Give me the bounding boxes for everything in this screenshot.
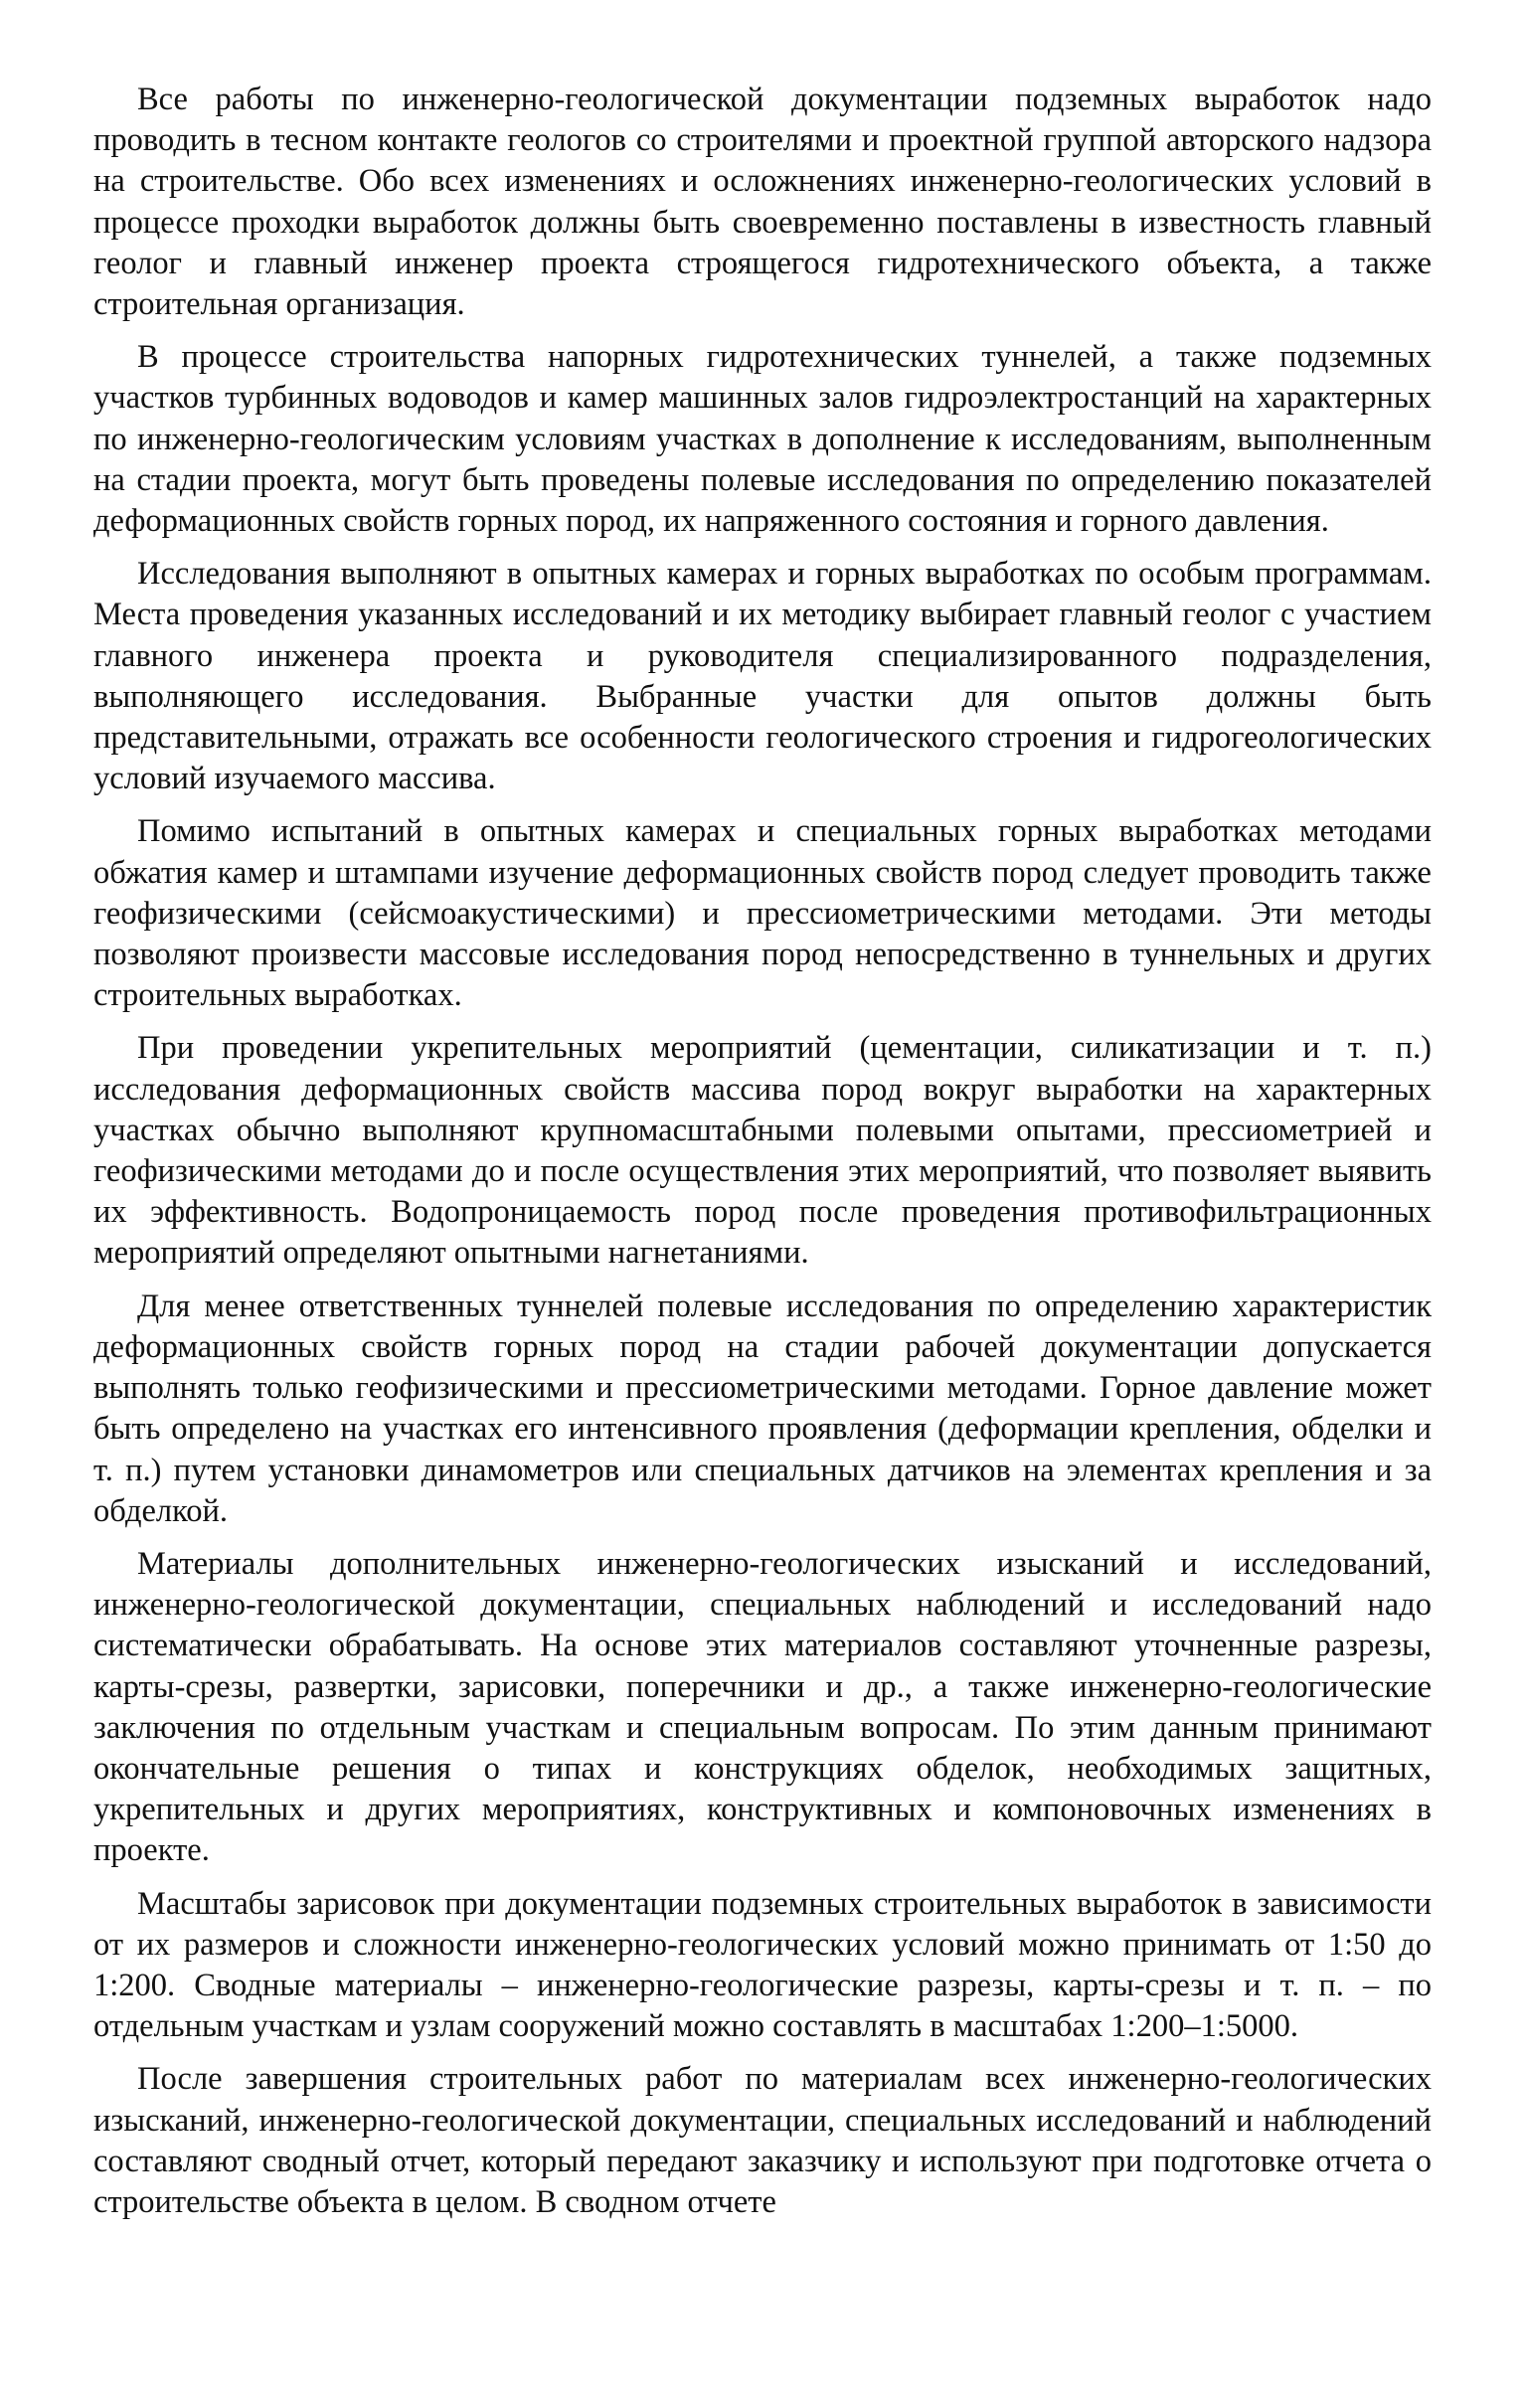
paragraph-5: При проведении укрепительных мероприятий (цементации, силикатизации и т. п.) исследования деформационных свойств массива пород вокруг выработки на характерных участках обычно выполняют крупномасштабными полевыми опытами, прессиометрией и геофизическими методами до и после осуществления этих мероприятий, что позволяет выявить их эффективность. Водопроницаемость пород после проведения противофильтрационных мероприятий определяют опытными нагнетаниями. [93,1030,1432,1272]
paragraph-4: Помимо испытаний в опытных камерах и специальных горных выработках методами обжатия камер и штампами изучение деформационных свойств пород следует проводить также геофизическими (сейсмоакустическими) и прессиометрическими методами. Эти методы позволяют произвести массовые исследования пород непосредственно в туннельных и других строительных выработках. [93,813,1432,1014]
paragraph-6: Для менее ответственных туннелей полевые исследования по определению характеристик деформационных свойств горных пород на стадии рабочей документации допускается выполнять только геофизическими и прессиометрическими методами. Горное давление может быть определено на участках его интенсивного проявления (деформации крепления, обделки и т. п.) путем установки динамометров или специальных датчиков на элементах крепления и за обделкой. [93,1288,1432,1529]
paragraph-2: В процессе строительства напорных гидротехнических туннелей, а также подземных участков турбинных водоводов и камер машинных залов гидроэлектростанций на характерных по инженерно-геологическим условиям участках в дополнение к исследованиям, выполненным на стадии проекта, могут быть проведены полевые исследования по определению показателей деформационных свойств горных пород, их напряженного состояния и горного давления. [93,339,1432,540]
document-page [93,80,1432,2235]
paragraph-1: Все работы по инженерно-геологической документации подземных выработок надо проводить в тесном контакте геологов со строителями и проектной группой авторского надзора на строительстве. Обо всех изменениях и осложнениях инженерно-геологических условий в процессе проходки выработок должны быть своевременно поставлены в известность главный геолог и главный инженер проекта строящегося гидротехнического объекта, а также строительная организация. [93,82,1432,323]
paragraph-3: Исследования выполняют в опытных камерах и горных выработках по особым программам. Места проведения указанных исследований и их методику выбирает главный геолог с участием главного инженера проекта и руководителя специализированного подразделения, выполняющего исследования. Выбранные участки для опытов должны быть представительными, отражать все особенности геологического строения и гидрогеологических условий изучаемого массива. [93,556,1432,797]
paragraph-9: После завершения строительных работ по материалам всех инженерно-геологических изысканий, инженерно-геологической документации, специальных исследований и наблюдений составляют сводный отчет, который передают заказчику и используют при подготовке отчета о строительстве объекта в целом. В сводном отчете [93,2061,1432,2220]
paragraph-8: Масштабы зарисовок при документации подземных строительных выработок в зависимости от их размеров и сложности инженерно-геологических условий можно принимать от 1:50 до 1:200. Сводные материалы – инженерно-геологические разрезы, карты-срезы и т. п. – по отдельным участкам и узлам сооружений можно составлять в масштабах 1:200–1:5000. [93,1885,1432,2045]
paragraph-7: Материалы дополнительных инженерно-геологических изысканий и исследований, инженерно-геологической документации, специальных наблюдений и исследований надо систематически обрабатывать. На основе этих материалов составляют уточненные разрезы, карты-срезы, развертки, зарисовки, поперечники и др., а также инженерно-геологические заключения по отдельным участкам и специальным вопросам. По этим данным принимают окончательные решения о типах и конструкциях обделок, необходимых защитных, укрепительных и других мероприятиях, конструктивных и компоновочных изменениях в проекте. [93,1545,1432,1869]
